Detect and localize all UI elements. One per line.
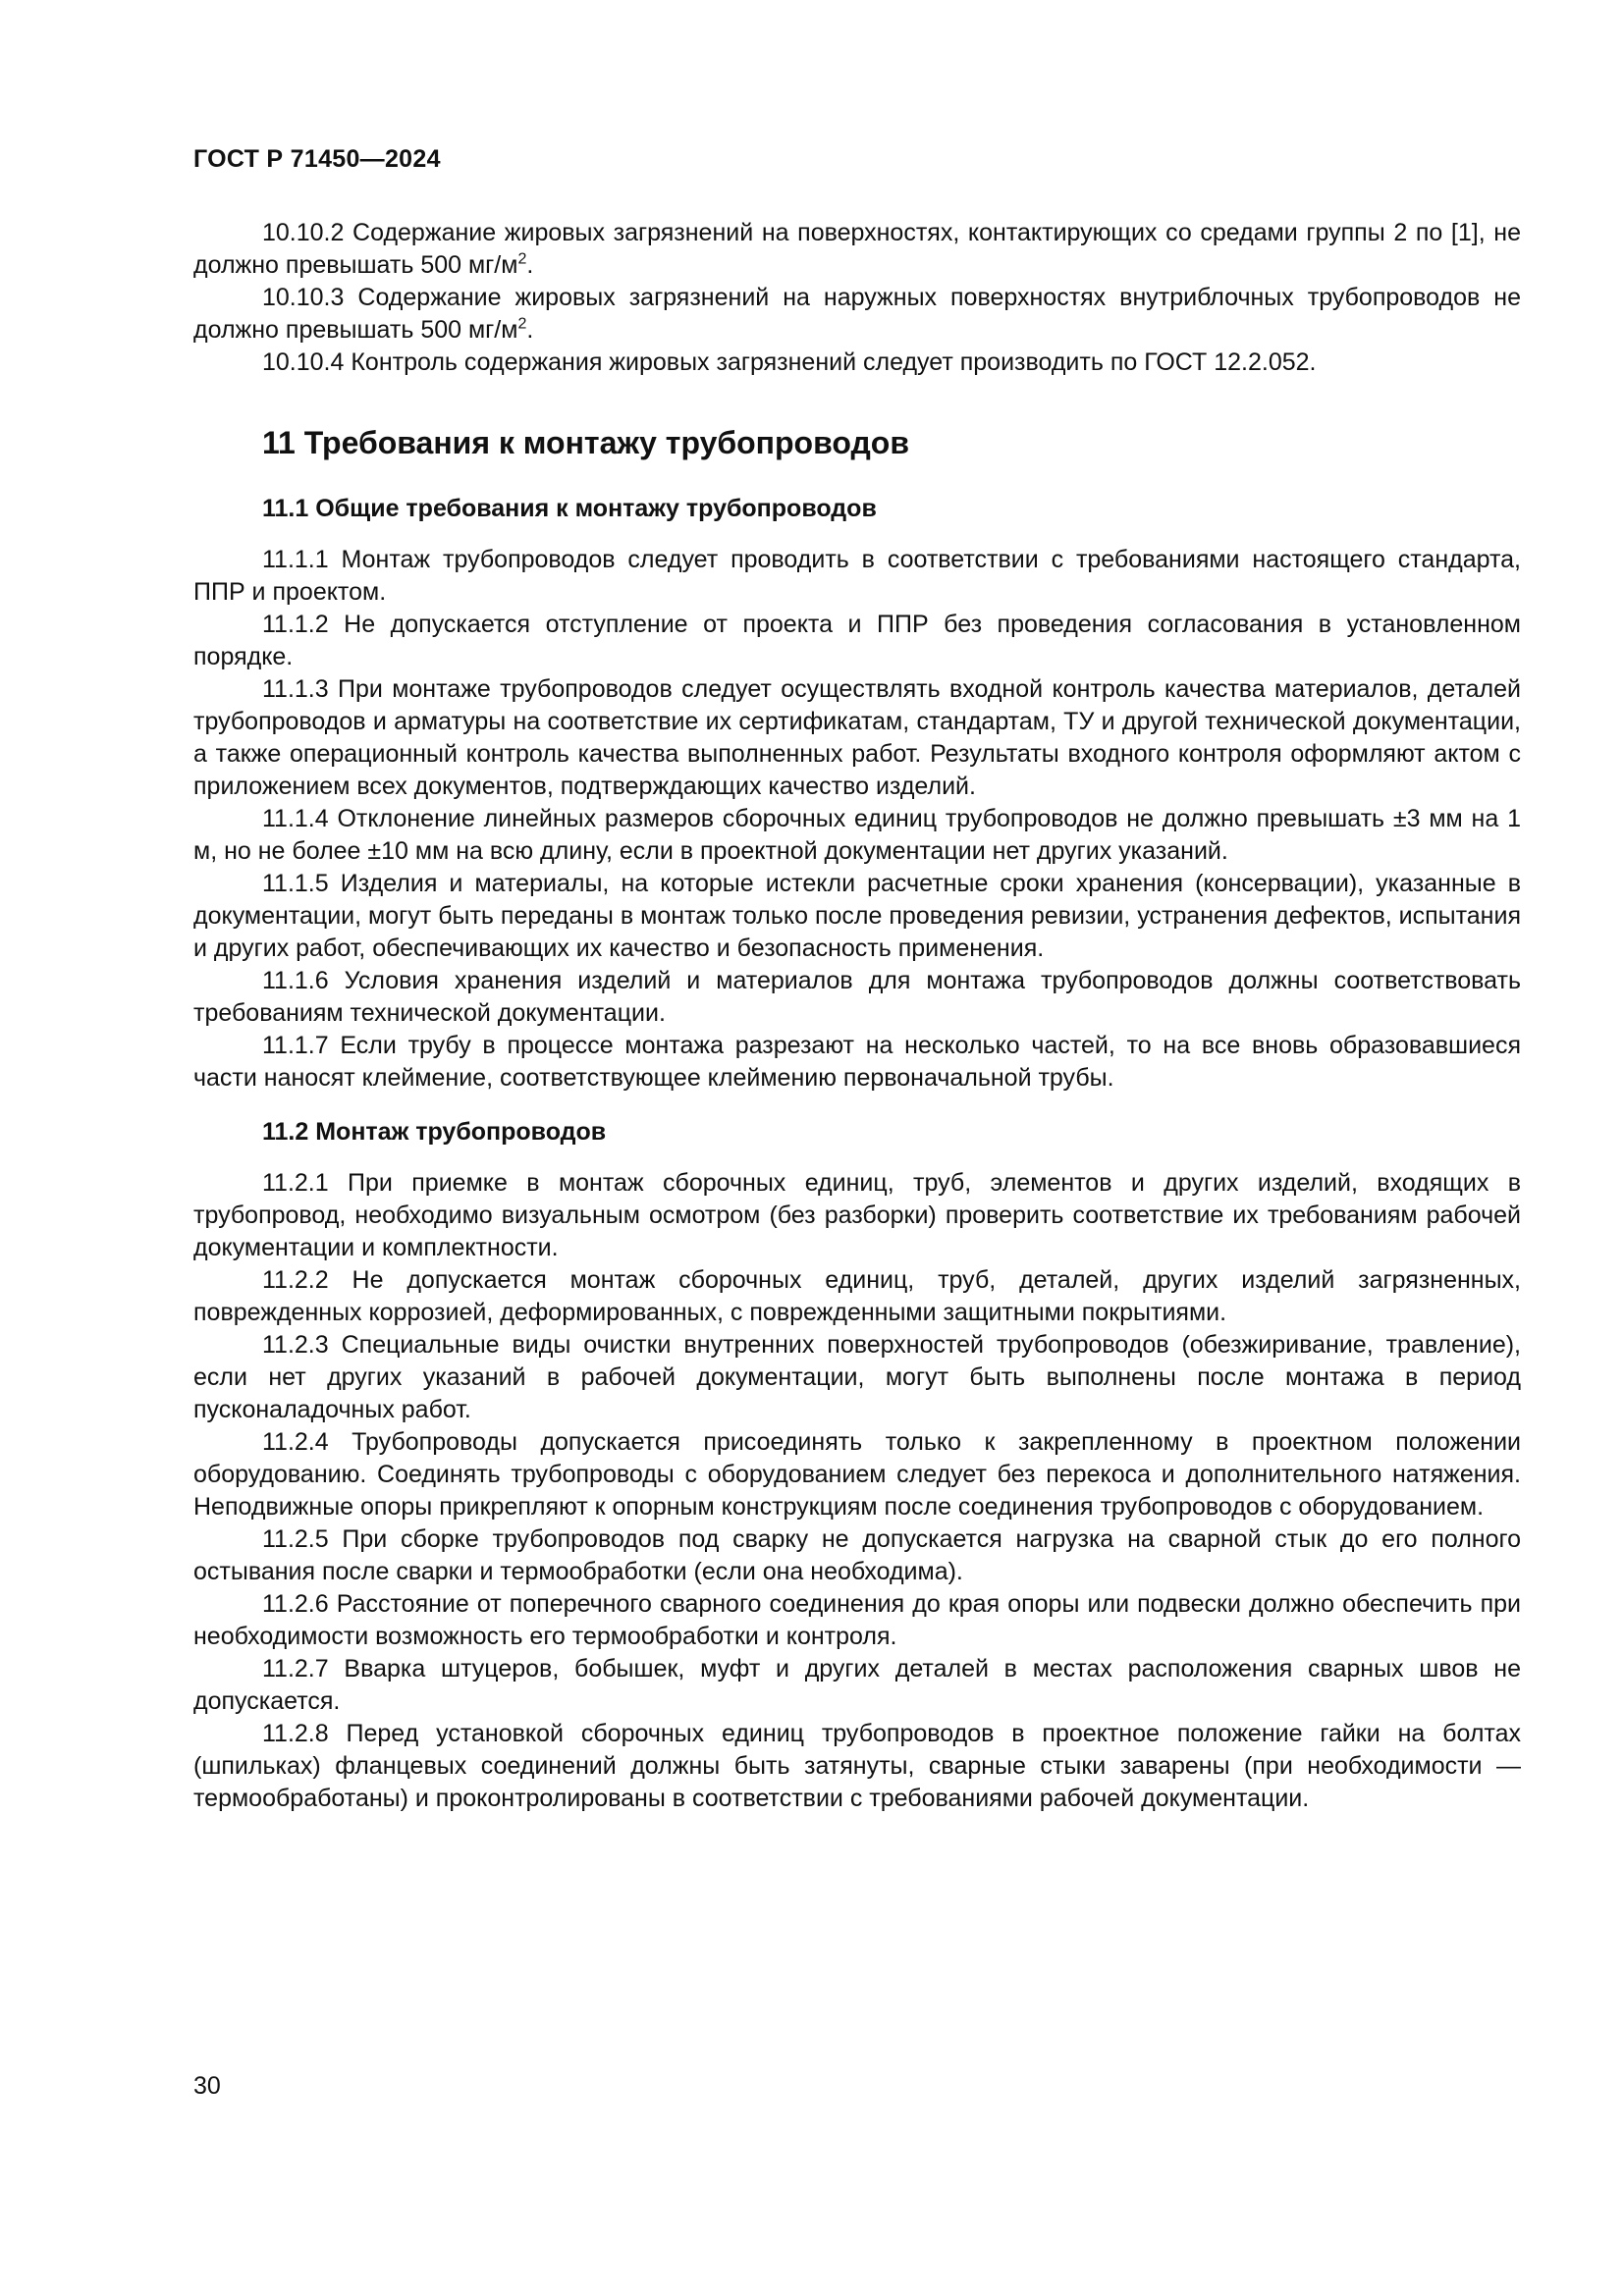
section-title-11: 11 Требования к монтажу трубопроводов xyxy=(262,425,909,460)
superscript: 2 xyxy=(517,315,527,333)
paragraph-text-end: . xyxy=(526,316,534,344)
paragraph-11-1-6: 11.1.6 Условия хранения изделий и материалов для монтажа трубопроводов должны соответствовать требованиям технической документации. xyxy=(193,967,1521,1027)
paragraph-11-2-1: 11.2.1 При приемке в монтаж сборочных единиц, труб, элементов и других изделий, входящих в трубопровод, необходимо визуальным осмотром (без разборки) проверить соответствие их требованиям рабочей документации и комплектности. xyxy=(193,1169,1521,1261)
subsection-title-11-2: 11.2 Монтаж трубопроводов xyxy=(262,1118,607,1146)
document-page xyxy=(193,145,1521,1815)
paragraph-10-10-3 xyxy=(193,282,1521,347)
paragraph-11-1-1: 11.1.1 Монтаж трубопроводов следует проводить в соответствии с требованиями настоящего стандарта, ППР и проектом. xyxy=(193,546,1521,606)
paragraph-11-1-5: 11.1.5 Изделия и материалы, на которые истекли расчетные сроки хранения (консервации), указанные в документации, могут быть переданы в монтаж только после проведения ревизии, устранения дефектов, испытания и других работ, обеспечивающих их качество и безопасность применения. xyxy=(193,870,1521,962)
paragraph-11-2-4: 11.2.4 Трубопроводы допускается присоединять только к закрепленному в проектном положении оборудованию. Соединять трубопроводы с оборудованием следует без перекоса и дополнительного натяжения. Неподвижные опоры прикрепляют к опорным конструкциям после соединения трубопроводов с оборудованием. xyxy=(193,1428,1521,1521)
spacer xyxy=(193,1095,1521,1116)
paragraph-10-10-2 xyxy=(193,217,1521,282)
paragraph-11-1-2: 11.1.2 Не допускается отступление от проекта и ППР без проведения согласования в установленном порядке. xyxy=(193,611,1521,670)
subsection-title-11-1: 11.1 Общие требования к монтажу трубопроводов xyxy=(262,495,877,522)
paragraph-text-end: . xyxy=(526,251,534,279)
paragraph-11-2-2: 11.2.2 Не допускается монтаж сборочных единиц, труб, деталей, других изделий загрязненных, поврежденных коррозией, деформированных, с поврежденными защитными покрытиями. xyxy=(193,1266,1521,1326)
paragraph-11-2-5: 11.2.5 При сборке трубопроводов под сварку не допускается нагрузка на сварной стык до его полного остывания после сварки и термообработки (если она необходима). xyxy=(193,1525,1521,1585)
paragraph-text: 10.10.3 Содержание жировых загрязнений на наружных поверхностях внутриблочных трубопроводов не должно превышать 500 мг/м xyxy=(193,284,1521,344)
paragraph-text: 10.10.2 Содержание жировых загрязнений на поверхностях, контактирующих со средами группы 2 по [1], не должно превышать 500 мг/м xyxy=(193,219,1521,279)
paragraph-11-1-7: 11.1.7 Если трубу в процессе монтажа разрезают на несколько частей, то на все вновь образовавшиеся части наносят клеймение, соответствующее клеймению первоначальной трубы. xyxy=(193,1032,1521,1092)
paragraph-11-1-3: 11.1.3 При монтаже трубопроводов следует осуществлять входной контроль качества материалов, деталей трубопроводов и арматуры на соответствие их сертификатам, стандартам, ТУ и другой технической документации, а также операционный контроль качества выполненных работ. Результаты входного контроля оформляют актом с приложением всех документов, подтверждающих качество изделий. xyxy=(193,675,1521,800)
paragraph-11-2-8: 11.2.8 Перед установкой сборочных единиц трубопроводов в проектное положение гайки на болтах (шпильках) фланцевых соединений должны быть затянуты, сварные стыки заварены (при необходимости — термообработаны) и проконтролированы в соответствии с требованиями рабочей документации. xyxy=(193,1720,1521,1812)
paragraph-11-2-7: 11.2.7 Вварка штуцеров, бобышек, муфт и других деталей в местах расположения сварных швов не допускается. xyxy=(193,1655,1521,1715)
paragraph-11-1-4: 11.1.4 Отклонение линейных размеров сборочных единиц трубопроводов не должно превышать ±3 мм на 1 м, но не более ±10 мм на всю длину, если в проектной документации нет других указаний. xyxy=(193,805,1521,865)
paragraph-11-2-3: 11.2.3 Специальные виды очистки внутренних поверхностей трубопроводов (обезжиривание, травление), если нет других указаний в рабочей документации, могут быть выполнены после монтажа в период пусконаладочных работ. xyxy=(193,1331,1521,1423)
superscript: 2 xyxy=(517,250,527,268)
paragraph-text: 10.10.4 Контроль содержания жировых загрязнений следует производить по ГОСТ 12.2.052. xyxy=(262,348,1317,376)
paragraph-10-10-4 xyxy=(193,347,1521,379)
page-number: 30 xyxy=(193,2072,221,2100)
document-code-header: ГОСТ Р 71450—2024 xyxy=(193,145,441,173)
paragraph-11-2-6: 11.2.6 Расстояние от поперечного сварного соединения до края опоры или подвески должно обеспечить при необходимости возможность его термообработки и контроля. xyxy=(193,1590,1521,1650)
